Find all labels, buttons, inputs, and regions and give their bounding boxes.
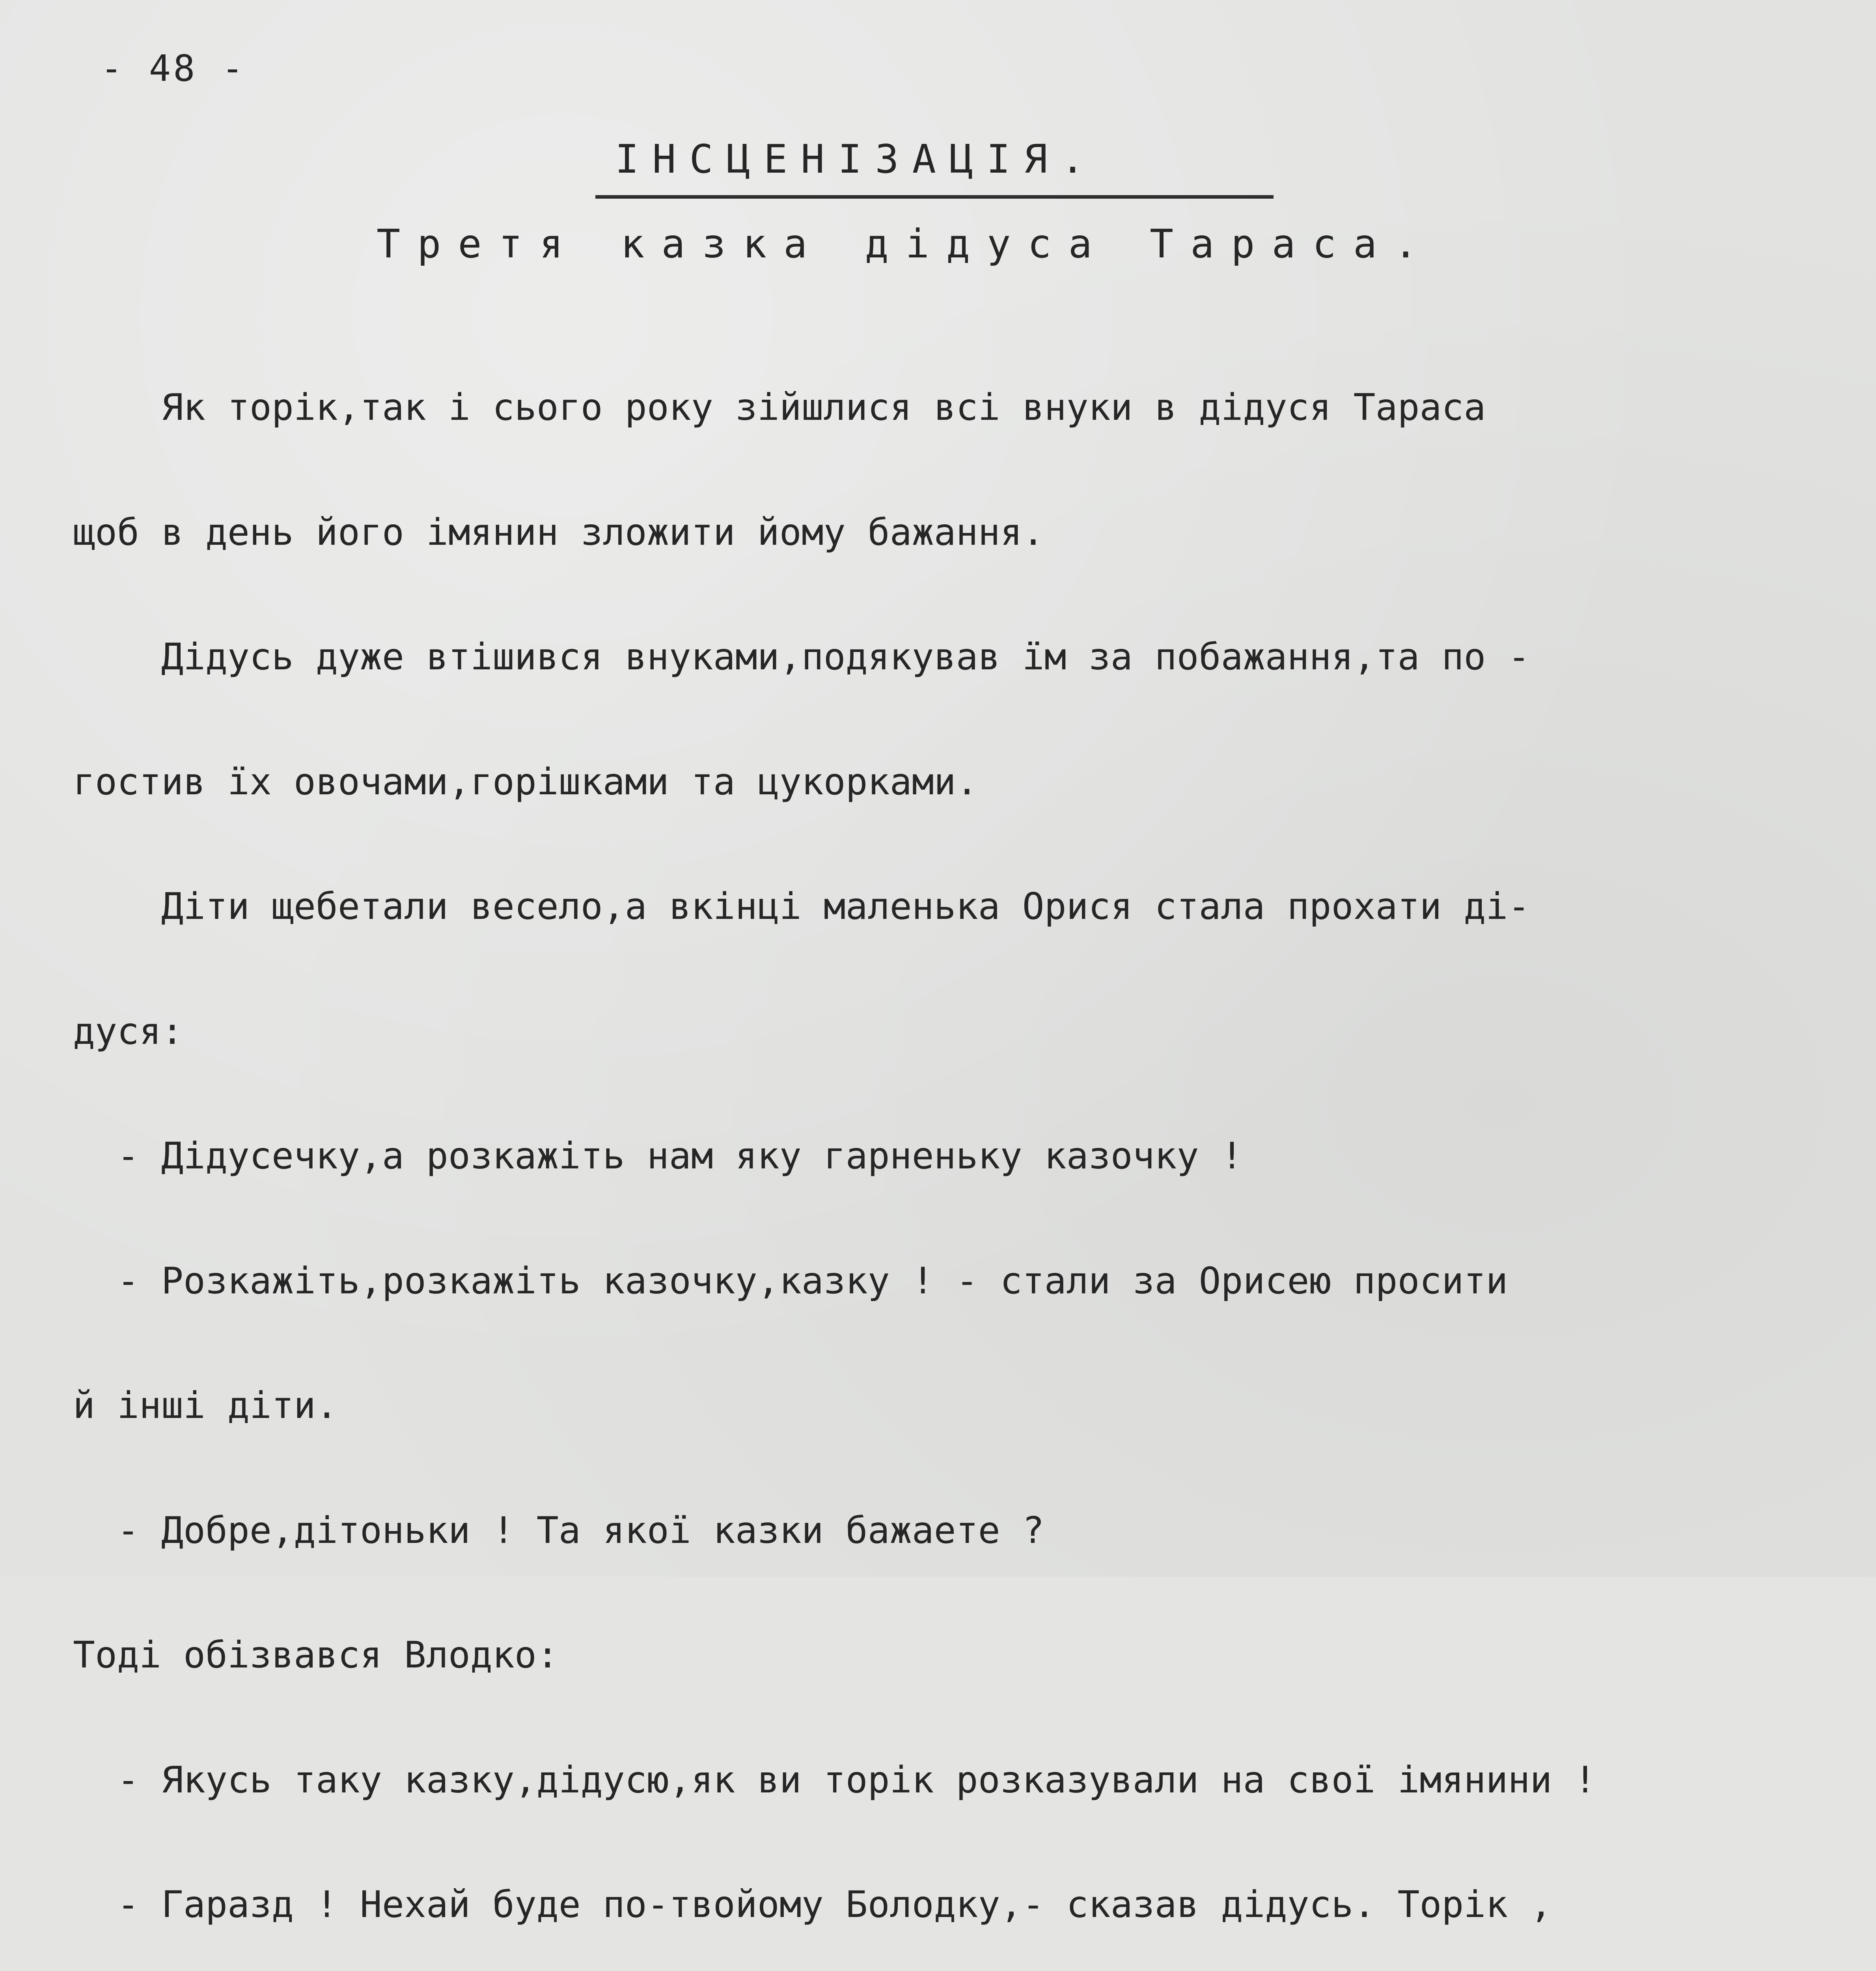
text-line: дуся:: [73, 1010, 183, 1053]
document-subtitle: Третя казка дідуса Тараса.: [377, 221, 1435, 267]
text-line: й інші діти.: [73, 1384, 338, 1427]
text-line: Як торік,так і сього року зійшлися всі внуки в дідуся Тараса: [73, 386, 1486, 428]
text-line: Діти щебетали весело,а вкінці маленька Орися стала прохати ді-: [73, 885, 1530, 928]
text-line: - Розкажіть,розкажіть казочку,казку ! - стали за Орисею просити: [73, 1259, 1508, 1302]
text-line: - Дідусечку,а розкажіть нам яку гарненьку казочку !: [73, 1135, 1243, 1177]
document-title: ІНСЦЕНІЗАЦІЯ.: [615, 136, 1098, 182]
text-line: гостив їх овочами,горішками та цукорками.: [73, 760, 978, 803]
text-line: Дідусь дуже втішився внуками,подякував їм за побажання,та по -: [73, 635, 1530, 678]
text-line: - Добре,дітоньки ! Та якої казки бажаете ?: [73, 1509, 1044, 1552]
page-number: - 48 -: [101, 47, 246, 89]
body-text: [73, 304, 1596, 1971]
text-line: Тоді обізвався Влодко:: [73, 1634, 559, 1676]
title-underline: [595, 195, 1274, 199]
text-line: щоб в день його імянин зложити йому бажання.: [73, 510, 1044, 553]
text-line: - Якусь таку казку,дідусю,як ви торік розказували на свої імянини !: [73, 1758, 1596, 1801]
text-line: - Гаразд ! Нехай буде по-твойому Болодку,- сказав дідусь. Торік ,: [73, 1883, 1552, 1926]
